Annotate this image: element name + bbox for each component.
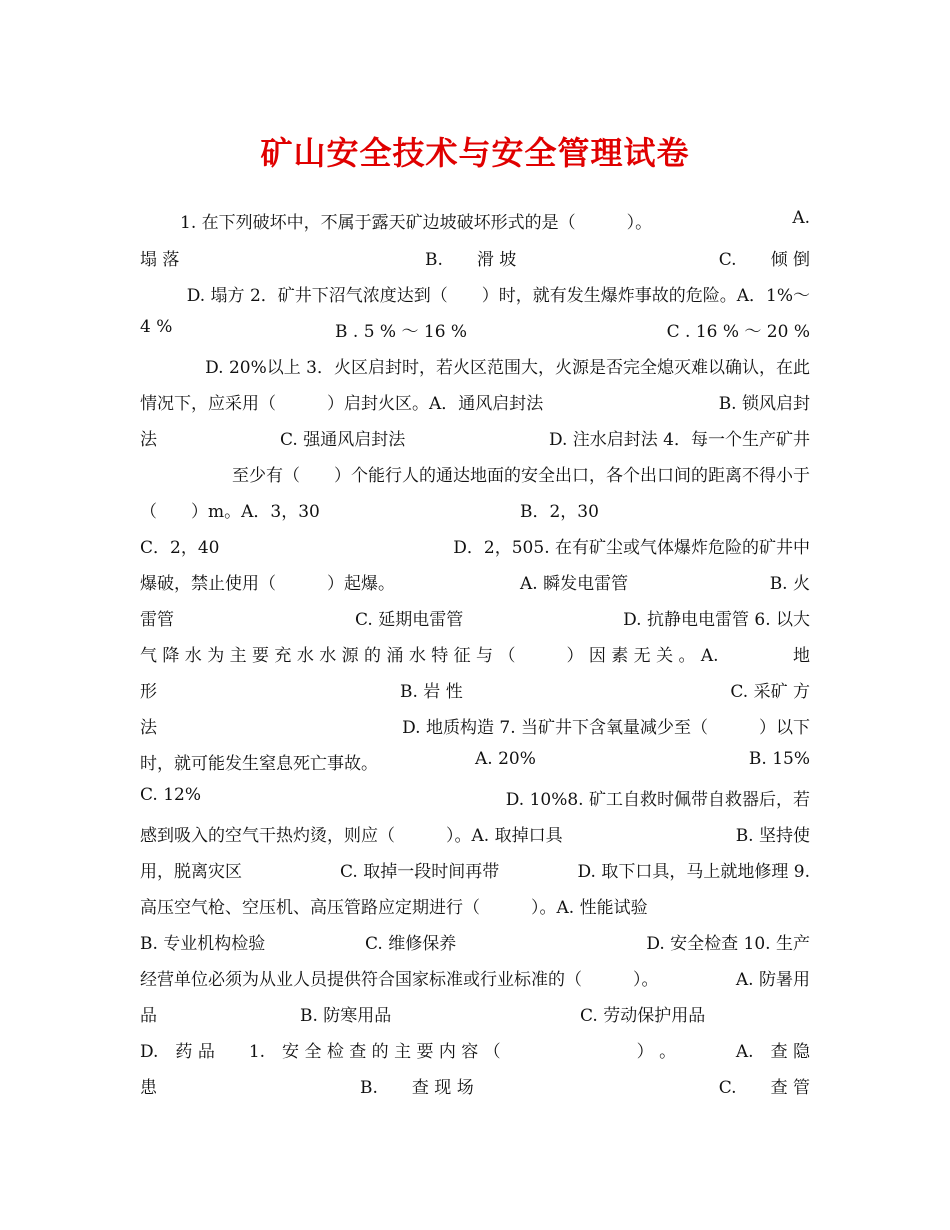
text-segment: C. 查 管 (718, 1078, 810, 1098)
text-segment: C. 维修保养 (365, 934, 457, 954)
text-segment: B. 坚持使 (735, 826, 810, 846)
text-line (140, 641, 810, 669)
text-segment: C . 16 % ～ 20 % (666, 322, 810, 342)
text-segment: 经营单位必须为从业人员提供符合国家标准或行业标准的（ ）。 (140, 970, 659, 990)
text-segment: 形 (140, 682, 157, 702)
text-segment: 塌 落 (140, 250, 180, 270)
text-line (140, 965, 810, 993)
text-segment: 爆破，禁止使用（ ）起爆。 (140, 574, 395, 594)
text-segment: C. 延期电雷管 (355, 610, 464, 630)
text-segment: A. (792, 208, 810, 228)
text-segment: C. 劳动保护用品 (580, 1006, 706, 1026)
text-segment: B. 专业机构检验 (140, 934, 266, 954)
text-line (140, 208, 810, 236)
text-segment: C. 取掉一段时间再带 (340, 862, 500, 882)
text-line (140, 353, 810, 381)
text-segment: 法 (140, 718, 157, 738)
text-line (140, 461, 810, 489)
text-line (140, 497, 810, 525)
text-segment: D. 取下口具，马上就地修理 9. (577, 862, 810, 882)
text-line (140, 569, 810, 597)
text-line (140, 533, 810, 561)
text-segment: D. 20%以上 3．火区启封时，若火区范围大，火源是否完全熄灭难以确认，在此 (205, 358, 810, 378)
text-segment: D. 抗静电电雷管 6. 以大 (623, 610, 810, 630)
text-segment: B. 锁风启封 (718, 394, 810, 414)
text-segment: 4 % (140, 317, 173, 337)
text-segment: 患 (140, 1078, 157, 1098)
text-line (140, 1037, 810, 1065)
text-segment: 时，就可能发生窒息死亡事故。 (140, 754, 378, 774)
text-segment: 情况下，应采用（ ）启封火区。A．通风启封法 (140, 394, 544, 414)
text-segment: B. 防寒用品 (300, 1006, 392, 1026)
text-segment: C. 采矿 方 (730, 682, 810, 702)
text-segment: B . 5 % ～ 16 % (335, 322, 468, 342)
text-segment: 法 (140, 430, 157, 450)
text-segment: A. 查 隐 (735, 1042, 810, 1062)
text-segment: 至少有（ ）个能行人的通达地面的安全出口，各个出口间的距离不得小于 (232, 466, 810, 486)
text-line (140, 1073, 810, 1101)
text-line (140, 1001, 810, 1029)
text-line (140, 677, 810, 705)
text-segment: 气 降 水 为 主 要 充 水 水 源 的 涌 水 特 征 与 （ ） 因 素 无 关 。 A. (140, 646, 719, 666)
text-segment: 地 (793, 646, 810, 666)
text-segment: C. 12% (140, 785, 201, 805)
text-segment: B. 查 现 场 (360, 1078, 474, 1098)
text-segment: B. 滑 坡 (425, 250, 517, 270)
text-segment: 高压空气枪、空压机、高压管路应定期进行（ ）。A. 性能试验 (140, 898, 648, 918)
text-segment: A. 瞬发电雷管 (520, 574, 629, 594)
text-line (140, 929, 810, 957)
text-segment: A. 20% (475, 749, 536, 769)
text-segment: C. 强通风启封法 (280, 430, 406, 450)
text-line (140, 893, 810, 921)
text-segment: D. 塌方 2．矿井下沼气浓度达到（ ）时，就有发生爆炸事故的危险。A．1%～ (186, 286, 810, 306)
text-line (140, 785, 810, 813)
text-segment: C. 倾 倒 (718, 250, 810, 270)
text-segment: B. 15% (748, 749, 810, 769)
text-segment: B. 岩 性 (400, 682, 463, 702)
text-line (140, 425, 810, 453)
text-line (140, 749, 810, 777)
text-segment: D. 10%8. 矿工自救时佩带自救器后，若 (505, 790, 810, 810)
text-line (140, 389, 810, 417)
text-line (140, 317, 810, 345)
text-segment: 用，脱离灾区 (140, 862, 242, 882)
text-segment: D．2，505. 在有矿尘或气体爆炸危险的矿井中 (453, 538, 810, 558)
text-segment: 雷管 (140, 610, 174, 630)
text-segment: 1. 在下列破坏中，不属于露天矿边坡破坏形式的是（ ）。 (180, 213, 653, 233)
text-segment: D. 注水启封法 4．每一个生产矿井 (548, 430, 810, 450)
text-segment: C．2，40 (140, 538, 220, 558)
text-segment: 感到吸入的空气干热灼烫，则应（ ）。A. 取掉口具 (140, 826, 563, 846)
text-line (140, 821, 810, 849)
text-line (140, 245, 810, 273)
text-segment: B. 火 (769, 574, 810, 594)
document-title: 矿山安全技术与安全管理试卷 (260, 134, 690, 172)
text-segment: D. 安全检查 10. 生产 (646, 934, 810, 954)
text-line (140, 605, 810, 633)
text-line (140, 281, 810, 309)
text-segment: A. 防暑用 (735, 970, 810, 990)
text-line (140, 857, 810, 885)
text-segment: （ ）m。A．3，30 (140, 502, 320, 522)
text-line (140, 713, 810, 741)
text-segment: 品 (140, 1006, 157, 1026)
text-segment: D. 地质构造 7. 当矿井下含氧量减少至（ ）以下 (402, 718, 810, 738)
text-segment: D. 药 品 1. 安 全 检 查 的 主 要 内 容 （ ） 。 (140, 1042, 677, 1062)
text-segment: B．2，30 (520, 502, 599, 522)
